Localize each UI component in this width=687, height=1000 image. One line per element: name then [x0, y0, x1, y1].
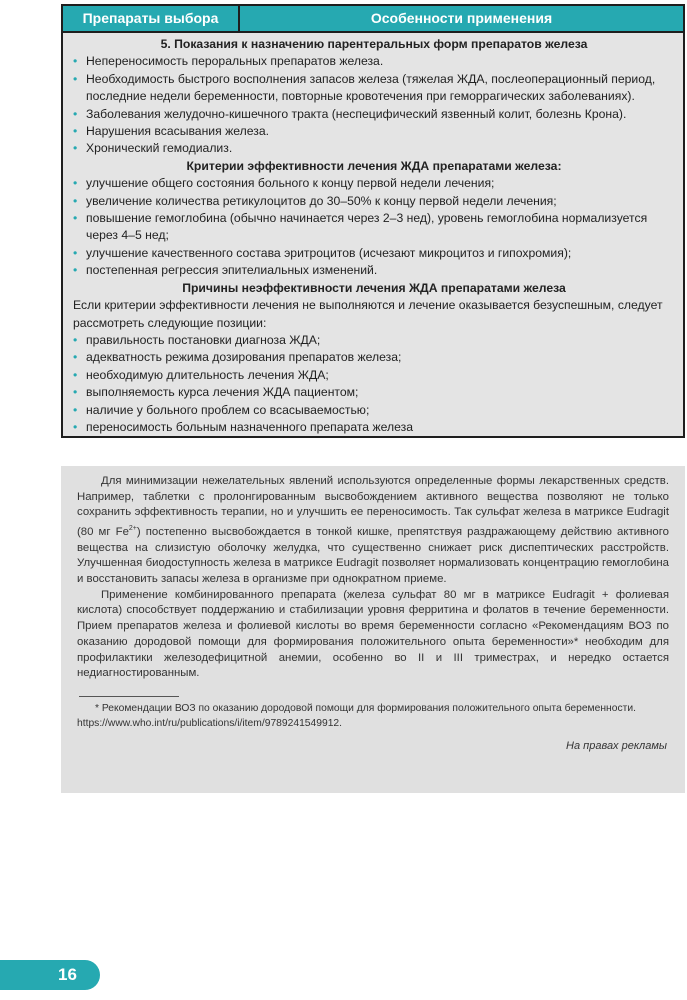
section5-title: 5. Показания к назначению парентеральных форм препаратов железа: [160, 37, 588, 51]
list-item: • постепенная регрессия эпителиальных изменений.: [73, 262, 675, 279]
list-item: • улучшение общего состояния больного к концу первой недели лечения;: [73, 175, 675, 192]
list-item: • Нарушения всасывания железа.: [73, 123, 675, 140]
footnote-text: * Рекомендации ВОЗ по оказанию дородовой помощи для формирования положительного опыта беременности.: [95, 702, 636, 714]
list-item: • Хронический гемодиализ.: [73, 140, 675, 157]
list-item: • наличие у больного проблем со всасываемостью;: [73, 402, 675, 419]
table-header: [63, 6, 683, 33]
footnote-url-link[interactable]: https://www.who.int/ru/publications/i/item/9789241549912.: [77, 717, 343, 729]
table-body: [63, 33, 683, 436]
list-item: • повышение гемоглобина (обычно начинается через 2–3 нед), уровень гемоглобина нормализуется через 4–5 нед;: [73, 210, 675, 245]
footnote: [77, 701, 669, 731]
list-item: • адекватность режима дозирования препаратов железа;: [73, 349, 675, 366]
list-item: • переносимость больным назначенного препарата железа: [73, 419, 675, 436]
list-item: • выполняемость курса лечения ЖДА пациентом;: [73, 384, 675, 401]
list-item: • увеличение количества ретикулоцитов до 30–50% к концу первой недели лечения;: [73, 193, 675, 210]
section5-list: [73, 53, 675, 157]
article-paragraph-2: Применение комбинированного препарата (железа сульфат 80 мг в матриксе Eudragit + фолиевая кислота) способствует поддержанию и стабилизации уровня ферритина и фолатов в течение беременности. Прием препаратов железа и фолиевой кислоты во время беременности согласно «Рекомендациям ВОЗ по оказанию дородовой помощи для формирования положительного опыта беременности»* необходим для профилактики железодефицитной анемии, особенно во II и III триместрах, и нередко остается недиагностированным.: [77, 588, 669, 680]
criteria-list: [73, 175, 675, 279]
advertorial-block: [61, 466, 685, 793]
criteria-title: Критерии эффективности лечения ЖДА препаратами железа:: [186, 158, 562, 173]
page-number: 16: [58, 965, 77, 984]
causes-title: Причины неэффективности лечения ЖДА препаратами железа: [182, 280, 566, 295]
header-drugs-of-choice: Препараты выбора: [63, 6, 240, 31]
causes-intro: Если критерии эффективности лечения не выполняются и лечение оказывается безуспешным, следует рассмотреть следующие позиции:: [73, 298, 663, 330]
advertising-note: На правах рекламы: [566, 739, 667, 752]
list-item: • Необходимость быстрого восполнения запасов железа (тяжелая ЖДА, послеоперационный период, последние недели беременности, повторные кровотечения при геморрагических заболеваниях).: [73, 71, 675, 106]
list-item: • Заболевания желудочно-кишечного тракта (неспецифический язвенный колит, болезнь Крона).: [73, 106, 675, 123]
list-item: • Непереносимость пероральных препаратов железа.: [73, 53, 675, 70]
superscript-charge: 2+: [128, 525, 137, 533]
drug-table: [61, 4, 685, 438]
list-item: • необходимую длительность лечения ЖДА;: [73, 367, 675, 384]
list-item: • улучшение качественного состава эритроцитов (исчезают микроцитоз и гипохромия);: [73, 245, 675, 262]
list-item: • правильность постановки диагноза ЖДА;: [73, 332, 675, 349]
page-number-tab: [0, 960, 100, 990]
header-usage-features: Особенности применения: [370, 10, 553, 26]
causes-list: [73, 332, 675, 436]
article-paragraph-1: Для минимизации нежелательных явлений используются определенные формы лекарственных средств. Например, таблетки с пролонгированным высвобождением активного вещества позволяют не только сохранить эффективность терапии, но и улучшить ее переносимость. Так сульфат железа в матриксе Eudragit (80 мг $Fe^{2+}$) постепенно высвобождается в тонкой кишке, препятствуя раздражающему действию активного вещества на слизистую оболочку желудка, что существенно снижает риск диспептических расстройств. Улучшенная биодоступность железа в матриксе Eudragit позволяет нормализовать концентрацию гемоглобина и восстановить запасы железа в организме при однократном приеме.: [77, 475, 669, 586]
footnote-divider: [79, 696, 179, 697]
